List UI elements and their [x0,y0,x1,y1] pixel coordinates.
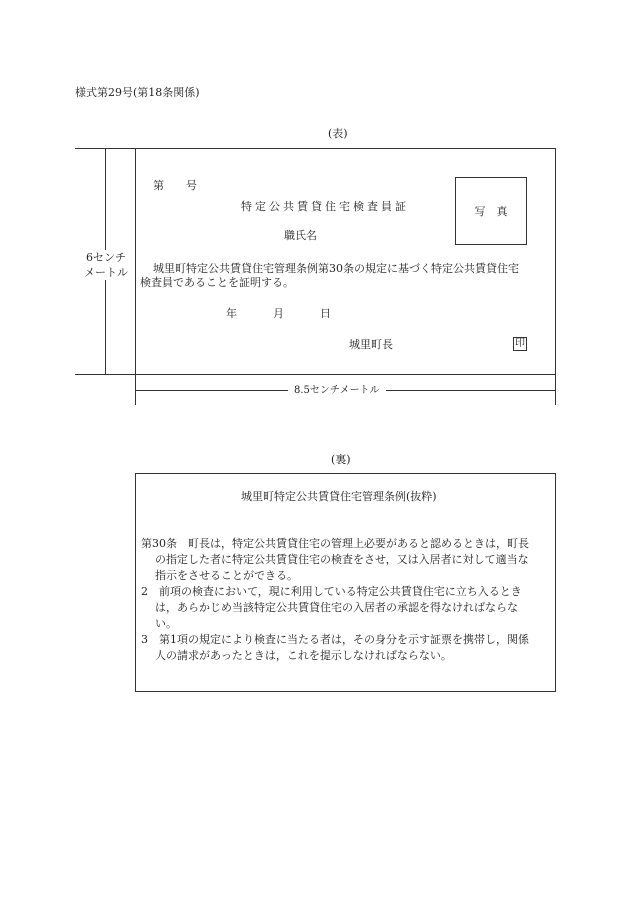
issuer-label: 城里町長 [349,338,393,351]
card-right-edge [555,148,556,405]
back-section-label: (裏) [331,453,351,466]
seal-mark: 印 [515,338,525,349]
paragraph-3-line1: 3 第1項の規定により検査に当たる者は，その身分を示す証票を携帯し，関係 [141,633,529,646]
back-title: 城里町特定公共賃貸住宅管理条例(抜粋) [241,490,437,503]
width-dimension-label: 8.5センチメートル [288,384,386,397]
paragraph-2-line2: は，あらかじめ当該特定公共賃貸住宅の入居者の承認を得なければならな [155,601,518,614]
date-year-label: 年 [226,307,237,320]
card-bottom-line [75,374,556,375]
front-section-label: (表) [328,127,348,140]
back-card [135,473,556,692]
paragraph-3-line2: 人の請求があったときは，これを提示しなければならない。 [155,649,452,662]
article-30-line1: 第30条 町長は，特定公共賃貸住宅の管理上必要があると認めるときは，町長 [141,537,529,550]
article-30-line2: の指定した者に特定公共賃貸住宅の検査をさせ，又は入居者に対して適当な [155,553,529,566]
photo-box [455,177,527,245]
card-title: 特定公共賃貸住宅検査員証 [241,200,409,213]
form-number-header: 様式第29号(第18条関係) [75,86,200,99]
article-30-line3: 指示をさせることができる。 [155,569,298,582]
certification-text-line2: 検査員であることを証明する。 [140,276,294,289]
photo-label: 写 真 [474,205,508,218]
date-month-label: 月 [273,307,284,320]
height-dimension-label [78,250,134,280]
card-top-line [75,148,556,149]
certification-text-line1: 城里町特定公共賃貸住宅管理条例第30条の規定に基づく特定公共賃貸住宅 [153,262,519,275]
height-dimension-label-line1: 6センチ [86,251,126,264]
paragraph-2-line1: 2 前項の検査において，現に利用している特定公共賃貸住宅に立ち入るとき [141,585,522,598]
paragraph-2-line3: い。 [155,617,177,630]
height-dimension-label-line2: メートル [84,266,128,279]
number-label: 第 号 [153,179,197,192]
name-label: 職氏名 [284,229,317,242]
date-day-label: 日 [320,307,331,320]
card-left-edge [135,148,136,405]
